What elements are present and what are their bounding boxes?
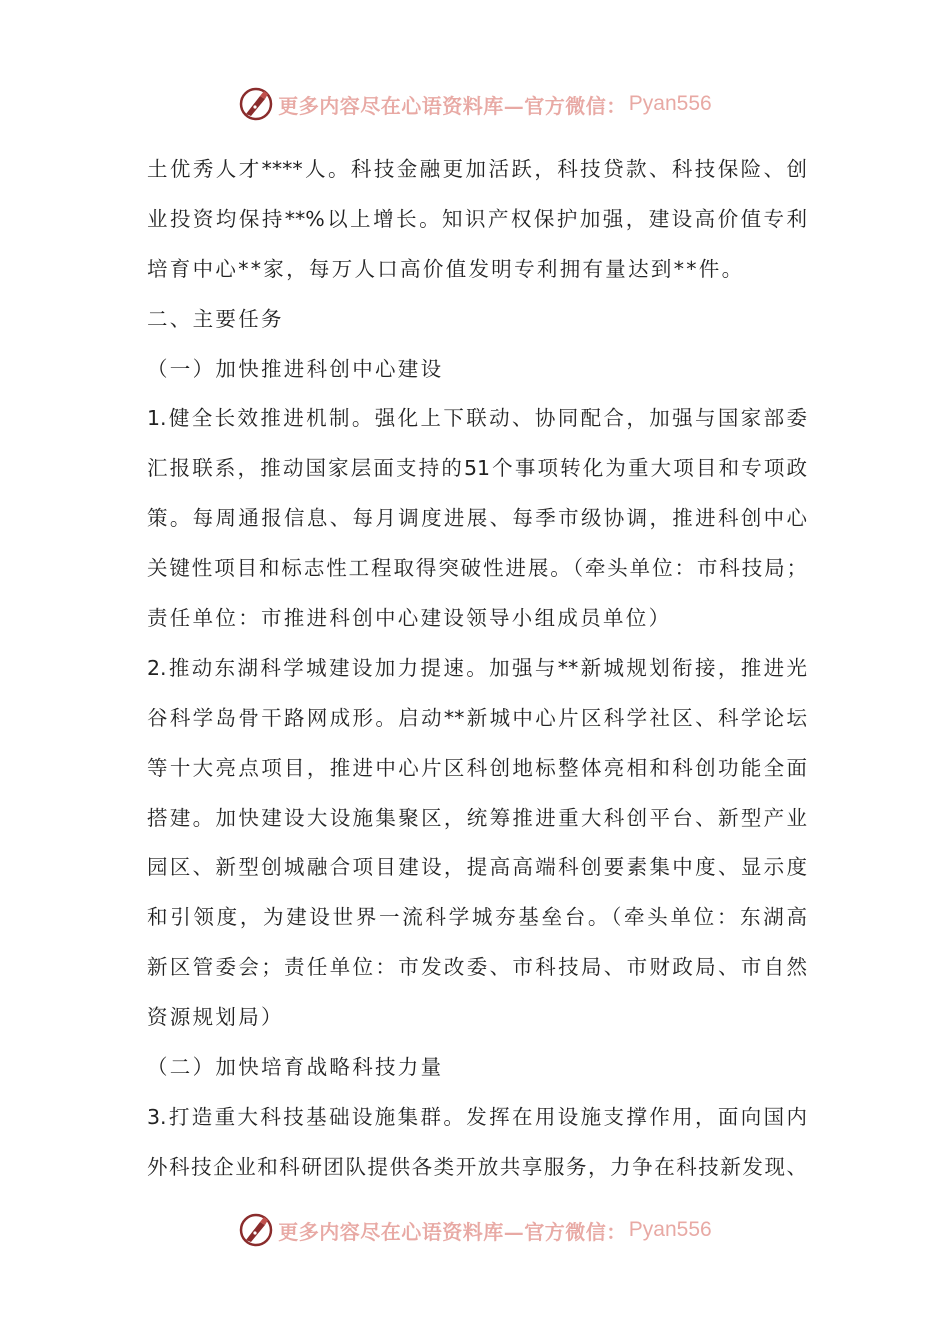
text-line: 关键性项目和标志性工程取得突破性进展。（牵头单位：市科技局； [147,556,807,581]
text-line: 2.推动东湖科学城建设加力提速。加强与**新城规划衔接，推进光 [147,655,807,680]
text-line: 外科技企业和科研团队提供各类开放共享服务，力争在科技新发现、 [147,1154,807,1179]
pen-nib-logo-icon [238,86,274,122]
document-body [147,145,807,1193]
text-line: 二、主要任务 [147,306,284,331]
text-line: 园区、新型创城融合项目建设，提高高端科创要素集中度、显示度 [147,855,807,880]
text-line: 资源规划局） [147,1005,284,1030]
banner-text: 更多内容尽在心语资料库—官方微信： [278,93,627,118]
text-line: 责任单位：市推进科创中心建设领导小组成员单位） [147,606,672,631]
header-banner [0,84,950,124]
text-line: 搭建。加快建设大设施集聚区，统筹推进重大科创平台、新型产业 [147,805,807,830]
text-line: 业投资均保持**%以上增长。知识产权保护加强，建设高价值专利 [147,206,807,231]
text-line: 和引领度，为建设世界一流科学城夯基垒台。（牵头单位：东湖高 [147,905,807,930]
wechat-handle: Pyan556 [628,92,712,115]
text-line: 3.打造重大科技基础设施集群。发挥在用设施支撑作用，面向国内 [147,1104,807,1129]
text-line: 培育中心**家，每万人口高价值发明专利拥有量达到**件。 [147,256,745,281]
text-line: 谷科学岛骨干路网成形。启动**新城中心片区科学社区、科学论坛 [147,705,807,730]
text-line: 等十大亮点项目，推进中心片区科创地标整体亮相和科创功能全面 [147,755,807,780]
text-line: 汇报联系，推动国家层面支持的51个事项转化为重大项目和专项政 [147,456,807,481]
text-line: 新区管委会；责任单位：市发改委、市科技局、市财政局、市自然 [147,955,807,980]
text-line: 策。每周通报信息、每月调度进展、每季市级协调，推进科创中心 [147,506,807,531]
text-line: 土优秀人才****人。科技金融更加活跃，科技贷款、科技保险、创 [147,157,807,181]
text-line: （一）加快推进科创中心建设 [147,356,444,381]
banner-text: 更多内容尽在心语资料库—官方微信： [278,1219,627,1244]
text-line: （二）加快培育战略科技力量 [147,1055,444,1080]
text-line: 1.健全长效推进机制。强化上下联动、协同配合，加强与国家部委 [147,406,807,431]
pen-nib-logo-icon [238,1212,274,1248]
footer-banner [0,1210,950,1250]
wechat-handle: Pyan556 [628,1218,712,1241]
